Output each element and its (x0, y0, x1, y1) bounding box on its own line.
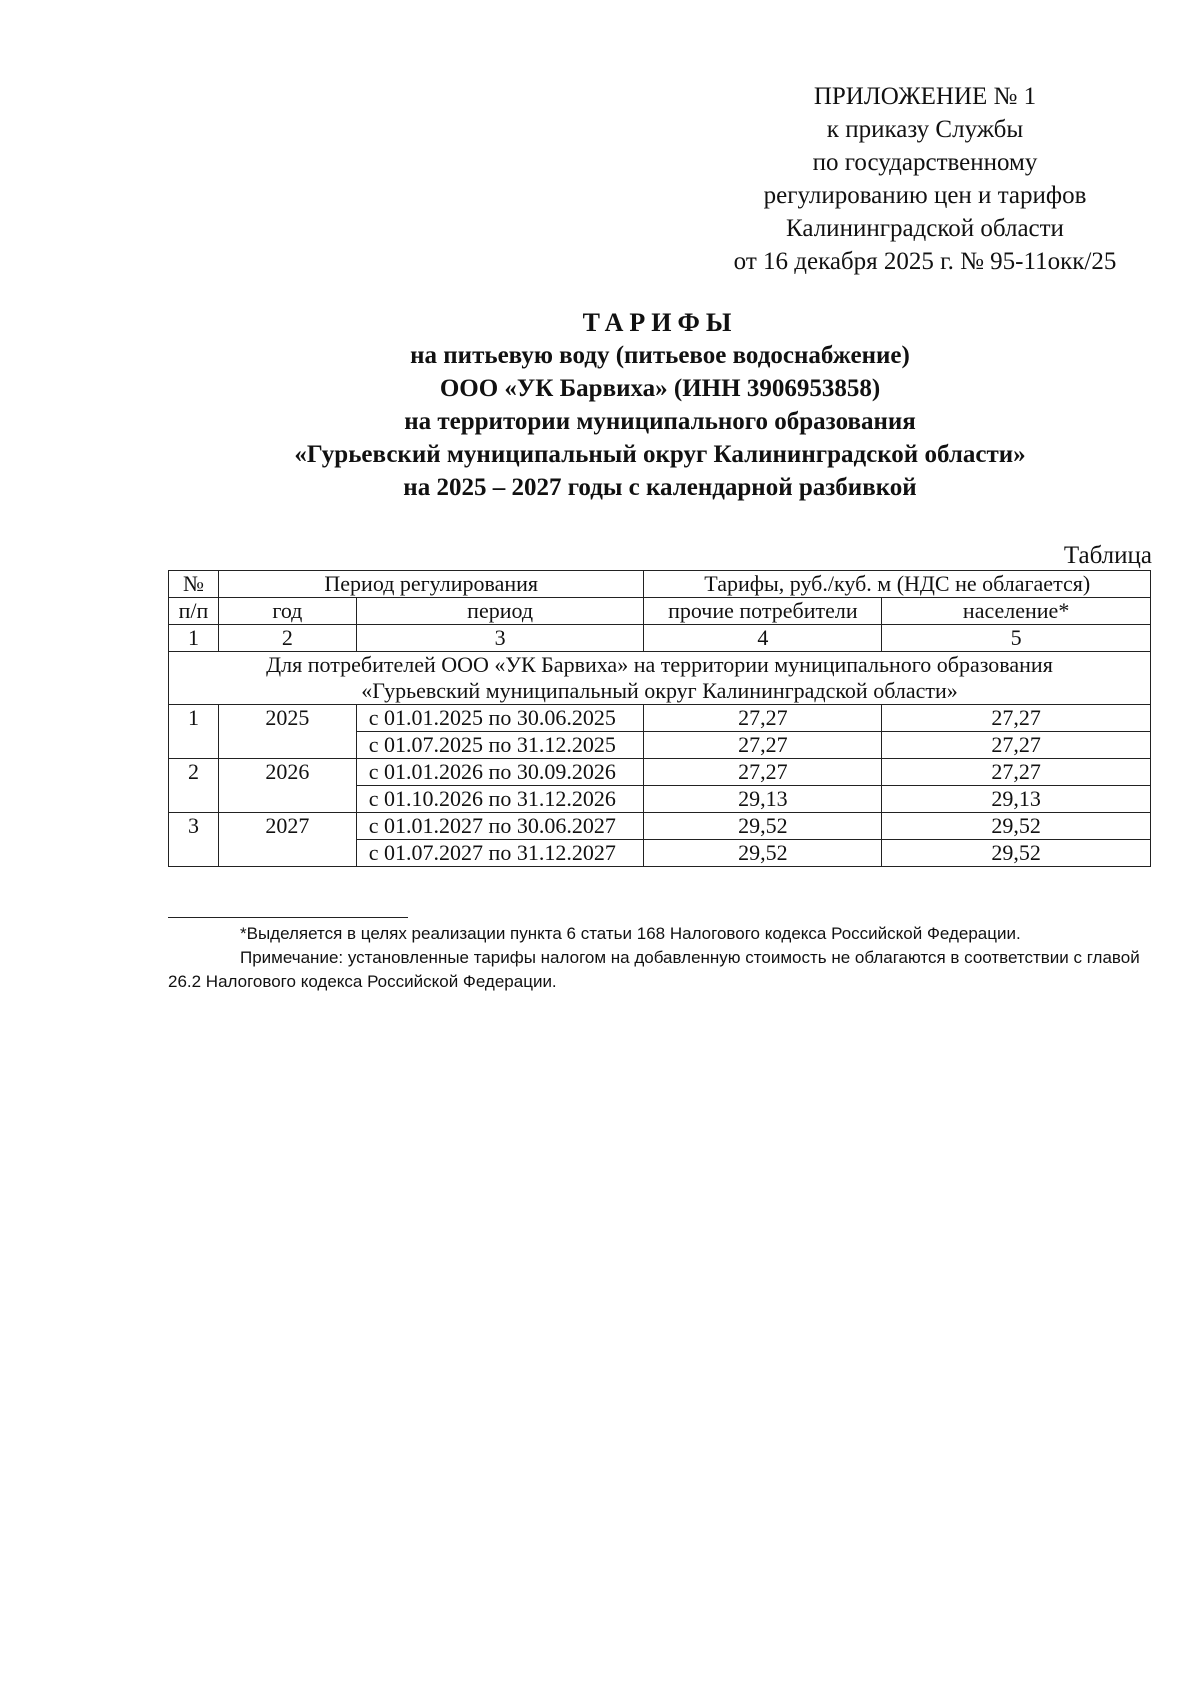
header-num-symbol: № (182, 571, 204, 596)
row-tariff-other: 27,27 (644, 732, 882, 759)
footnotes (168, 922, 1151, 994)
header-year: год (218, 598, 356, 625)
row-period: с 01.07.2025 по 31.12.2025 (356, 732, 644, 759)
row-tariff-population: 27,27 (882, 705, 1151, 732)
column-number: 3 (356, 625, 644, 652)
column-number: 4 (644, 625, 882, 652)
title-main: ТАРИФЫ (582, 308, 738, 337)
header-line: к приказу Службы (826, 116, 1024, 143)
row-period: с 01.10.2026 по 31.12.2026 (356, 786, 644, 813)
header-period: период (356, 598, 644, 625)
table-subheader-row (169, 598, 1151, 625)
row-number: 2 (169, 759, 219, 813)
header-line: Калининградской области (786, 215, 1064, 242)
table-row (169, 705, 1151, 732)
row-tariff-other: 29,52 (644, 813, 882, 840)
column-number: 2 (218, 625, 356, 652)
row-tariff-population: 29,52 (882, 813, 1151, 840)
row-number: 3 (169, 813, 219, 867)
header-num-label: п/п (169, 598, 219, 625)
tariffs-table (168, 570, 1151, 867)
row-tariff-population: 29,13 (882, 786, 1151, 813)
header-population: население* (882, 598, 1151, 625)
title-line: «Гурьевский муниципальный округ Калининградской области» (294, 441, 1026, 468)
row-number: 1 (169, 705, 219, 759)
header-line: ПРИЛОЖЕНИЕ № 1 (813, 83, 1037, 110)
row-tariff-other: 29,13 (644, 786, 882, 813)
column-number: 5 (882, 625, 1151, 652)
row-year: 2027 (218, 813, 356, 867)
title-line: ООО «УК Барвиха» (ИНН 3906953858) (439, 375, 881, 402)
header-line: регулированию цен и тарифов (763, 182, 1087, 209)
appendix-header (690, 80, 1160, 278)
table-row (169, 813, 1151, 840)
row-tariff-population: 29,52 (882, 840, 1151, 867)
row-period: с 01.01.2025 по 30.06.2025 (356, 705, 644, 732)
section-line: Для потребителей ООО «УК Барвиха» на территории муниципального образования (266, 652, 1053, 677)
table-caption: Таблица (1063, 542, 1152, 569)
row-period: с 01.01.2026 по 30.09.2026 (356, 759, 644, 786)
row-tariff-other: 29,52 (644, 840, 882, 867)
header-num-cell (169, 571, 219, 598)
title-line: на питьевую воду (питьевое водоснабжение) (410, 342, 910, 369)
row-tariff-population: 27,27 (882, 759, 1151, 786)
section-caption (169, 652, 1151, 705)
column-numbers-row (169, 625, 1151, 652)
header-other-consumers: прочие потребители (644, 598, 882, 625)
row-period: с 01.07.2027 по 31.12.2027 (356, 840, 644, 867)
footnote-asterisk: *Выделяется в целях реализации пункта 6 статьи 168 Налогового кодекса Российской Федерации. (240, 924, 1021, 943)
section-line: «Гурьевский муниципальный округ Калининградской области» (361, 678, 958, 703)
section-row (169, 652, 1151, 705)
header-line: от 16 декабря 2025 г. № 95-11окк/25 (733, 248, 1117, 275)
header-period-group: Период регулирования (218, 571, 644, 598)
footnote-note: Примечание: установленные тарифы налогом на добавленную стоимость не облагаются в соответствии с главой 26.2 Налогового кодекса Российской Федерации. (168, 948, 1140, 991)
header-line: по государственному (812, 149, 1038, 176)
title-line: на 2025 – 2027 годы с календарной разбивкой (403, 474, 917, 501)
row-year: 2025 (218, 705, 356, 759)
column-number: 1 (169, 625, 219, 652)
header-tariff-group: Тарифы, руб./куб. м (НДС не облагается) (644, 571, 1151, 598)
title-line: на территории муниципального образования (404, 408, 916, 435)
document-title (160, 306, 1160, 504)
table-row (169, 759, 1151, 786)
row-tariff-other: 27,27 (644, 705, 882, 732)
row-year: 2026 (218, 759, 356, 813)
footnote-divider (168, 917, 408, 918)
row-tariff-population: 27,27 (882, 732, 1151, 759)
table-header-row (169, 571, 1151, 598)
row-period: с 01.01.2027 по 30.06.2027 (356, 813, 644, 840)
row-tariff-other: 27,27 (644, 759, 882, 786)
